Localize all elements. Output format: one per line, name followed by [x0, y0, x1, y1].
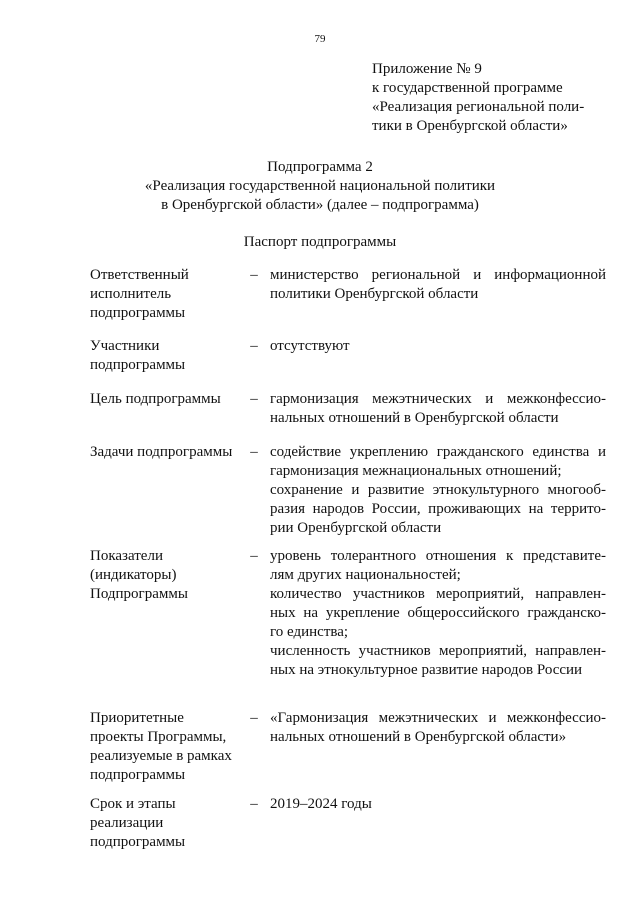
value-line: разия народов России, проживающих на террито- [270, 501, 606, 517]
passport-row-label [90, 337, 245, 375]
value-line: го единства; [270, 624, 349, 640]
label-line: (индикаторы) [90, 567, 177, 583]
passport-row-value [270, 266, 606, 304]
label-line: проекты Программы, [90, 729, 227, 745]
appendix-note [372, 60, 622, 136]
passport-row-value [270, 547, 606, 680]
label-line: Подпрограммы [90, 586, 188, 602]
value-line: уровень толерантного отношения к представите- [270, 548, 606, 564]
value-line: отсутствуют [270, 338, 350, 354]
passport-row-value [270, 709, 606, 747]
appendix-line: к государственной программе [372, 80, 563, 96]
passport-title: Паспорт подпрограммы [243, 234, 397, 250]
value-line: нальных отношений в Оренбургской области [270, 410, 559, 426]
label-line: реализации [90, 815, 164, 831]
label-line: Срок и этапы [90, 796, 176, 812]
page-number: 79 [314, 33, 326, 45]
label-line: Задачи подпрограммы [90, 444, 233, 460]
passport-row-label [90, 709, 245, 785]
value-line: численность участников мероприятий, направлен- [270, 643, 606, 659]
label-line: реализуемые в рамках [90, 748, 232, 764]
passport-row-label [90, 795, 245, 852]
appendix-line: тики в Оренбургской области» [372, 118, 568, 134]
passport-row-value [270, 390, 606, 428]
value-line: сохранение и развитие этнокультурного многооб- [270, 482, 606, 498]
passport-row-value [270, 795, 606, 814]
label-line: подпрограммы [90, 767, 186, 783]
value-line: министерство региональной и информационной [270, 267, 606, 283]
appendix-line: Приложение № 9 [372, 61, 482, 77]
dash-separator: – [250, 391, 258, 407]
label-line: Показатели [90, 548, 163, 564]
appendix-line: «Реализация региональной поли- [372, 99, 585, 115]
dash-separator: – [250, 338, 258, 354]
label-line: Приоритетные [90, 710, 184, 726]
value-line: содействие укреплению гражданского единства и [270, 444, 606, 460]
passport-row-label [90, 266, 245, 323]
value-line: гармонизация межнациональных отношений; [270, 463, 562, 479]
label-line: Участники [90, 338, 160, 354]
value-line: 2019–2024 годы [270, 796, 372, 812]
subprogram-heading-line: в Оренбургской области» (далее – подпрограмма) [161, 197, 479, 213]
value-line: количество участников мероприятий, направлен- [270, 586, 606, 602]
label-line: подпрограммы [90, 834, 186, 850]
subprogram-heading-line: «Реализация государственной национальной политики [144, 178, 496, 194]
value-line: рии Оренбургской области [270, 520, 442, 536]
value-line: гармонизация межэтнических и межконфессио- [270, 391, 606, 407]
dash-separator: – [250, 444, 258, 460]
passport-row-value [270, 443, 606, 538]
passport-row-label [90, 443, 245, 462]
subprogram-heading-line: Подпрограмма 2 [267, 159, 373, 175]
passport-row-label [90, 390, 245, 409]
value-line: «Гармонизация межэтнических и межконфессио- [270, 710, 606, 726]
label-line: исполнитель [90, 286, 172, 302]
subprogram-heading [0, 158, 640, 215]
value-line: ных на укрепление общероссийского гражданско- [270, 605, 606, 621]
passport-row-label [90, 547, 245, 604]
label-line: Ответственный [90, 267, 189, 283]
dash-separator: – [250, 548, 258, 564]
label-line: Цель подпрограммы [90, 391, 221, 407]
value-line: политики Оренбургской области [270, 286, 479, 302]
value-line: нальных отношений в Оренбургской области» [270, 729, 567, 745]
label-line: подпрограммы [90, 357, 186, 373]
value-line: лям других национальностей; [270, 567, 461, 583]
dash-separator: – [250, 267, 258, 283]
label-line: подпрограммы [90, 305, 186, 321]
value-line: ных на этнокультурное развитие народов России [270, 662, 583, 678]
dash-separator: – [250, 796, 258, 812]
passport-row-value [270, 337, 606, 356]
dash-separator: – [250, 710, 258, 726]
